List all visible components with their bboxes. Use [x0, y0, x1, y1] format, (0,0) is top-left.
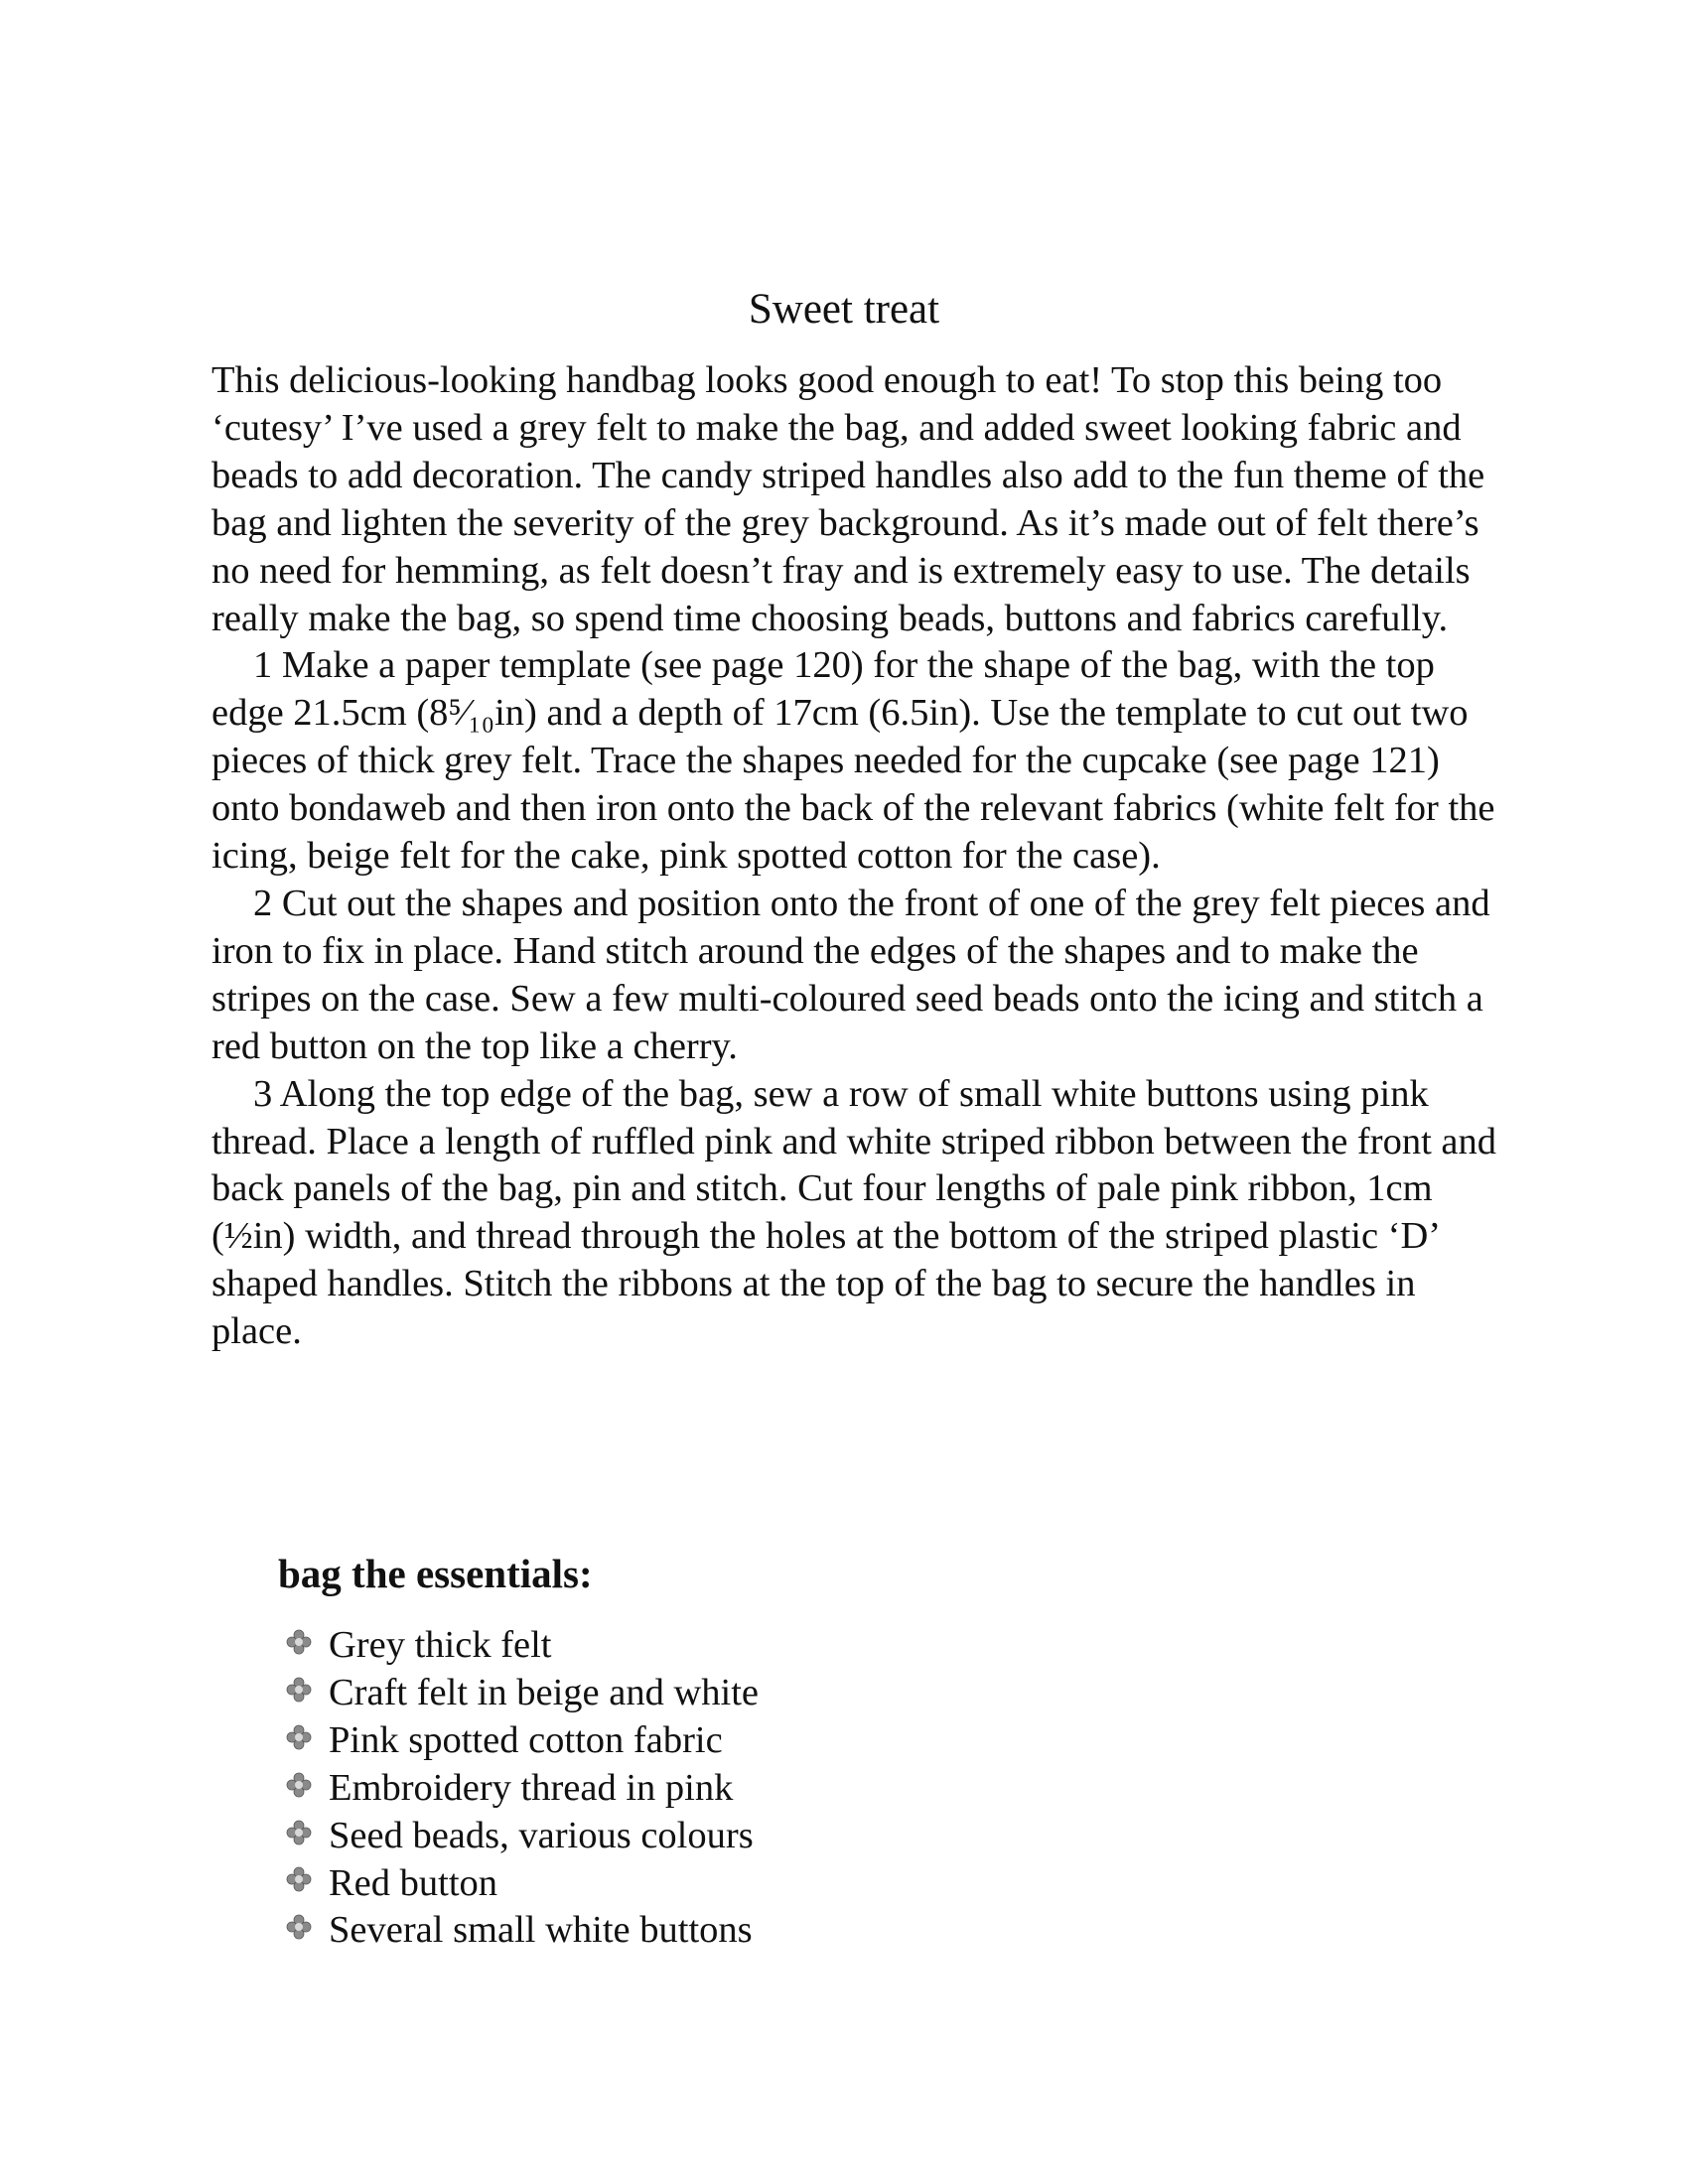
flower-bullet-icon [286, 1677, 312, 1703]
step-paragraph-2: 2 Cut out the shapes and position onto the front of one of the grey felt pieces and iron to fix in place. Hand stitch around the edges of the shapes and to make the stripes on the case. Sew a few multi-coloured seed beads onto the icing and stitch a red button on the top like a cherry. [211, 882, 1490, 1067]
list-item [286, 1622, 759, 1670]
step-paragraph-1: 1 Make a paper template (see page 120) for the shape of the bag, with the top edge 21.5cm (8⁵⁄₁₀in) and a depth of 17cm (6.5in). Use the template to cut out two pieces of thick grey felt. Trace the shapes needed for the cupcake (see page 121) onto bondaweb and then iron onto the back of the relevant fabrics (white felt for the icing, beige felt for the cake, pink spotted cotton for the case). [211, 644, 1495, 878]
list-item-label: Several small white buttons [329, 1909, 753, 1952]
flower-bullet-icon [286, 1866, 312, 1892]
flower-bullet-icon [286, 1772, 312, 1798]
essentials-list [286, 1622, 759, 1955]
page-title: Sweet treat [748, 286, 940, 333]
list-item-label: Red button [329, 1861, 498, 1904]
flower-bullet-icon [286, 1629, 312, 1655]
list-item-label: Embroidery thread in pink [329, 1766, 734, 1809]
list-item [286, 1717, 759, 1765]
essentials-heading: bag the essentials: [278, 1551, 593, 1596]
list-item-label: Craft felt in beige and white [329, 1671, 759, 1713]
step-paragraph-3: 3 Along the top edge of the bag, sew a row of small white buttons using pink thread. Place a length of ruffled pink and white striped ribbon between the front and back panels of the bag, pin and stitch. Cut four lengths of pale pink ribbon, 1cm (½in) width, and thread through the holes at the bottom of the striped plastic ‘D’ shaped handles. Stitch the ribbons at the top of the bag to secure the handles in place. [211, 1072, 1496, 1353]
list-item-label: Pink spotted cotton fabric [329, 1718, 723, 1761]
list-item [286, 1670, 759, 1717]
list-item [286, 1813, 759, 1860]
list-item [286, 1907, 759, 1955]
intro-paragraph: This delicious-looking handbag looks good enough to eat! To stop this being too ‘cutesy’ I’ve used a grey felt to make the bag, and added sweet looking fabric and beads to add decoration. The candy striped handles also add to the fun theme of the bag and lighten the severity of the grey background. As it’s made out of felt there’s no need for hemming, as felt doesn’t fray and is extremely easy to use. The details really make the bag, so spend time choosing beads, buttons and fabrics carefully. [211, 359, 1485, 639]
list-item-label: Grey thick felt [329, 1624, 552, 1666]
flower-bullet-icon [286, 1724, 312, 1750]
list-item [286, 1765, 759, 1813]
list-item-label: Seed beads, various colours [329, 1814, 754, 1856]
list-item [286, 1860, 759, 1908]
flower-bullet-icon [286, 1914, 312, 1940]
flower-bullet-icon [286, 1820, 312, 1845]
article-body [211, 357, 1512, 1356]
